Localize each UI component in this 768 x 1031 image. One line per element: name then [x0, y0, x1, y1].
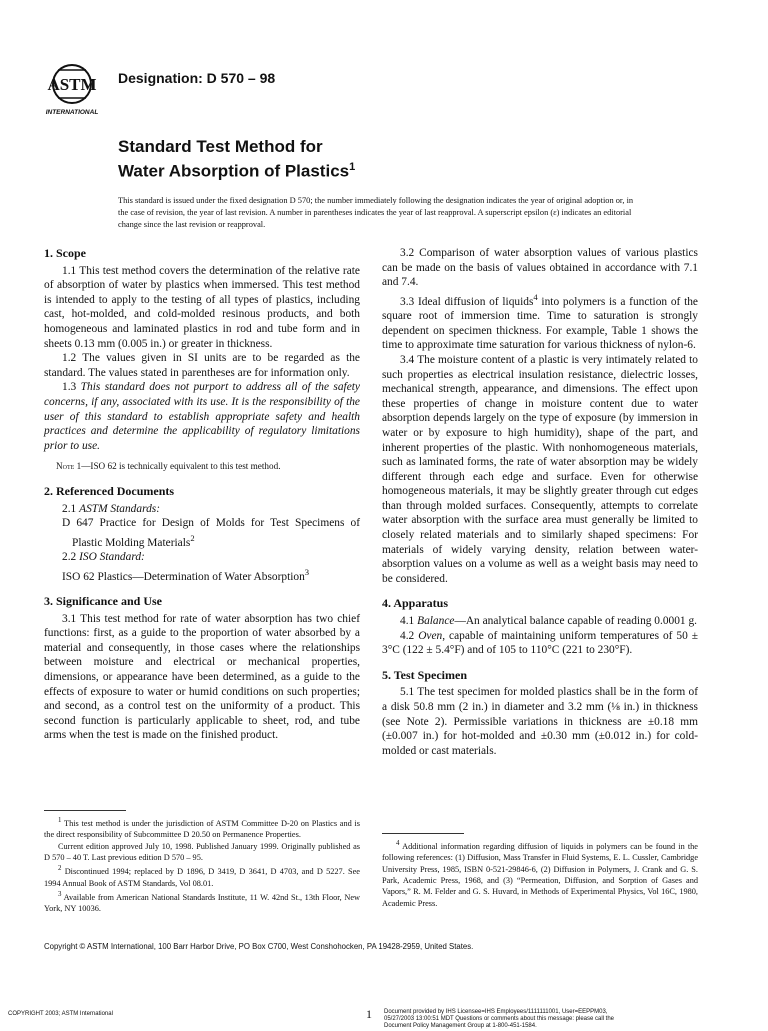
footnote-rule-right	[382, 833, 464, 834]
standard-notice: This standard is issued under the fixed designation D 570; the number immediately following the designation indicates the year of original adoption or, in the case of revision, the year of last revision. A number in parentheses indicates the year of last reapproval. A superscript epsilon (ε) indicates an editorial change since the last revision or reapproval.	[118, 196, 634, 229]
para-5-1: 5.1 The test specimen for molded plastics shall be in the form of a disk 50.8 mm (2 in.) in diameter and 3.2 mm (⅛ in.) in thickness (see Note 2). Permissible variations in thickness are ±0.18 mm (±0.007 in.) for hot-molded and ±0.30 mm (±0.012 in.) for cold-molded or cast materials.	[382, 686, 698, 757]
document-title	[118, 137, 355, 182]
ref-iso62: ISO 62 Plastics—Determination of Water Absorption$^3$	[62, 566, 310, 583]
para-2-2: 2.2 ISO Standard:	[62, 551, 145, 564]
ref-d647: D 647 Practice for Design of Molds for Test Specimens of Plastic Molding Materials$^2$	[62, 517, 360, 549]
para-4-2: 4.2 Oven, capable of maintaining uniform temperatures of 50 ± 3°C (122 ± 5.4°F) and of 105 to 110°C (221 to 230°F).	[382, 629, 698, 657]
footnote-3: $^3$ Available from American National Standards Institute, 11 W. 42nd St., 13th Floor, New York, NY 10036.	[44, 890, 360, 914]
copyright-line: Copyright © ASTM International, 100 Barr Harbor Drive, PO Box C700, West Conshohocken, PA 19428-2959, United States.	[44, 942, 474, 951]
footnote-2: $^2$ Discontinued 1994; replaced by D 1896, D 3419, D 3641, D 4703, and D 5227. See 1994 Annual Book of ASTM Standards, Vol 08.01.	[44, 865, 360, 888]
designation: Designation: D 570 – 98	[118, 70, 276, 86]
footnote-1b: Current edition approved July 10, 1998. Published January 1999. Originally published as D 570 – 40 T. Last previous edition D 570 – 95.	[44, 841, 360, 862]
right-footnotes	[382, 838, 698, 909]
para-1-1: 1.1 This test method covers the determination of the relative rate of absorption of water by plastics when immersed. This test method is intended to apply to the testing of all types of plastics, including cast, hot-molded, and cold-molded resinous products, and both homogeneous and laminated plastics in rod and tube form and in sheets 0.13 mm (0.005 in.) or greater in thickness.	[44, 264, 360, 350]
title-line-2: Water Absorption of Plastics$^1$	[118, 161, 356, 181]
footer-copyright-left: COPYRIGHT 2003; ASTM International	[8, 1011, 113, 1017]
para-3-4: 3.4 The moisture content of a plastic is very intimately related to such properties as electrical insulation resistance, dielectric losses, mechanical strength, appearance, and dimensions. The effect upon these properties of change in moisture content due to water absorption depends largely on the type of exposure (by immersion in water or by exposure to high humidity), shape of the part, and inherent properties of the plastic. With nonhomogeneous materials, such as laminated forms, the rate of water absorption may be widely different through each edge and surface. Even for otherwise homogeneous materials, it may be slightly greater through cut edges than through molded surfaces. Consequently, attempts to correlate water absorption with the surface area must generally be limited to closely related materials and to similarly shaped specimens: For materials of widely varying density, relation between water-absorption values on a volume as well as a weight basis may need to be considered.	[382, 353, 698, 585]
right-column	[382, 246, 698, 758]
para-4-1: 4.1 Balance—An analytical balance capable of reading 0.0001 g.	[400, 615, 698, 628]
para-3-1: 3.1 This test method for rate of water absorption has two chief functions: first, as a guide to the proportion of water absorbed by a material and consequently, in those cases where the relationships between moisture and electrical or mechanical properties, dimensions, or appearance have been determined, as a guide to the effects of exposure to water or humid conditions on such properties; and second, as a control test on the uniformity of a product. This second function is particularly applicable to sheet, rod, and tube arms when the test is made on the finished product.	[44, 612, 360, 742]
page-number: 1	[366, 1007, 372, 1021]
para-3-3: 3.3 Ideal diffusion of liquids$^4$ into polymers is a function of the square root of immersion time. Time to saturation is strongly dependent on specimen thickness. For example, Table 1 shows the time to approximate time saturation for various thickness of nylon-6.	[382, 291, 698, 352]
section-heading-referenced-documents: 2. Referenced Documents	[44, 483, 175, 498]
title-line-1: Standard Test Method for	[118, 137, 323, 156]
para-2-1: 2.1 ASTM Standards:	[62, 502, 161, 515]
svg-text:ASTM: ASTM	[47, 75, 97, 94]
footer-license-notice: Document provided by IHS Licensee=IHS Employees/1111111001, User=EEPPM03, 05/27/2003 13:00:51 MDT Questions or comments about this message: please call the Document Policy Management Group at 1-800-451-1584.	[384, 1009, 615, 1030]
left-footnotes	[44, 815, 360, 915]
note-1: Note 1—ISO 62 is technically equivalent to this test method.	[56, 461, 281, 472]
section-heading-significance: 3. Significance and Use	[44, 594, 163, 609]
section-heading-scope: 1. Scope	[44, 246, 86, 260]
footnote-1: $^1$ This test method is under the jurisdiction of ASTM Committee D-20 on Plastics and is the direct responsibility of Subcommittee D 20.50 on Permanence Properties.	[44, 817, 360, 840]
para-1-3: 1.3 This standard does not purport to address all of the safety concerns, if any, associated with its use. It is the responsibility of the user of this standard to establish appropriate safety and health practices and determine the applicability of regulatory limitations prior to use.	[44, 381, 360, 452]
para-1-2: 1.2 The values given in SI units are to be regarded as the standard. The values stated in parentheses are for information only.	[44, 352, 360, 379]
left-column	[44, 246, 360, 743]
para-3-2: 3.2 Comparison of water absorption values of various plastics can be made on the basis of values obtained in accordance with 7.1 and 7.4.	[382, 247, 698, 289]
footnote-rule-left	[44, 810, 126, 811]
section-heading-apparatus: 4. Apparatus	[382, 596, 449, 611]
section-heading-test-specimen: 5. Test Specimen	[382, 667, 468, 682]
astm-logo	[36, 62, 108, 118]
svg-text:INTERNATIONAL: INTERNATIONAL	[45, 109, 99, 116]
footnote-4: $^4$ Additional information regarding diffusion of liquids in polymers can be found in the following references: (1) Diffusion, Mass Transfer in Fluid Systems, E. L. Cussler, Cambridge University Press, 1985, ISBN 0-521-29846-6, (2) Diffusion in Polymers, J. Crank and G. S. Park, Academic Press, 1968, and (3) “Permeation, Diffusion, and Sorption of Gases and Vapors,” R. M. Felder and G. S. Huvard, in Methods of Experimental Physics, Vol 16C, 1980, Academic Press.	[382, 840, 698, 908]
